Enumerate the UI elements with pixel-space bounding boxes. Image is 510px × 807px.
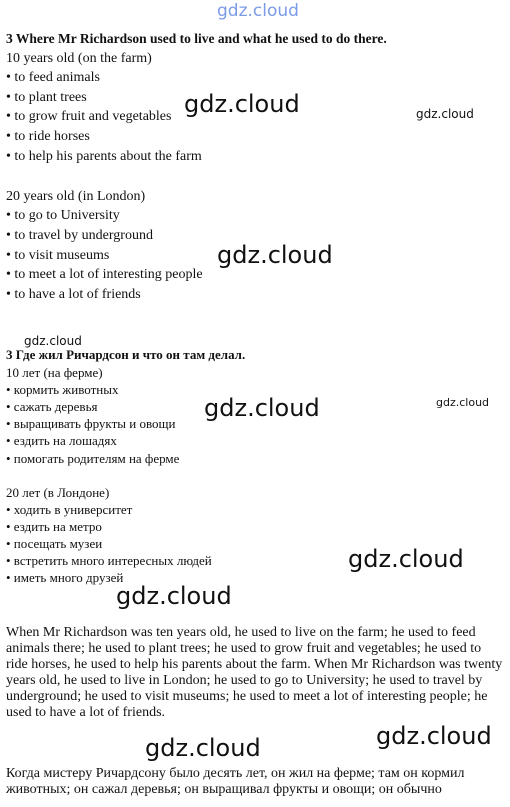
ru-farm-section-title: 10 лет (на ферме) (6, 365, 103, 380)
ru-london-list-item: • встретить много интересных людей (6, 553, 212, 568)
ru-farm-list-item: • сажать деревья (6, 399, 98, 414)
farm-list-item: • to plant trees (6, 90, 87, 105)
farm-section-title: 10 years old (on the farm) (6, 51, 152, 66)
london-list-item: • to travel by underground (6, 228, 153, 243)
farm-list-item: • to help his parents about the farm (6, 149, 202, 164)
watermark: gdz.cloud (217, 1, 299, 21)
watermark: gdz.cloud (348, 545, 464, 573)
ru-london-list-item: • иметь много друзей (6, 570, 124, 585)
ru-london-list-item: • ходить в университет (6, 502, 133, 517)
watermark: gdz.cloud (436, 396, 490, 409)
watermark: gdz.cloud (416, 107, 474, 121)
ru-london-list-item: • ездить на метро (6, 519, 102, 534)
ru-farm-list-item: • помогать родителям на ферме (6, 451, 180, 466)
english-paragraph: When Mr Richardson was ten years old, he used to live on the farm; he used to feed animals there; he used to plant trees; he used to grow fruit and vegetables; he used to ride horses, he used to help his parents about the farm. When Mr Richardson was twenty years old, he used to live in London; he used to go to University; he used to travel by underground; he used to visit museums; he used to meet a lot of interesting people; he used to have a lot of friends. (6, 625, 503, 720)
ru-london-list-item: • посещать музеи (6, 536, 103, 551)
farm-list-item: • to feed animals (6, 70, 100, 85)
ru-london-section-title: 20 лет (в Лондоне) (6, 485, 110, 500)
farm-list-item: • to grow fruit and vegetables (6, 109, 172, 124)
watermark: gdz.cloud (145, 734, 261, 762)
london-section-title: 20 years old (in London) (6, 189, 146, 204)
ru-farm-list-item: • выращивать фрукты и овощи (6, 416, 176, 431)
watermark: gdz.cloud (184, 90, 300, 118)
watermark: gdz.cloud (24, 334, 82, 348)
london-list-item: • to go to University (6, 208, 120, 223)
english-heading: 3 Where Mr Richardson used to live and what he used to do there. (6, 31, 387, 46)
watermark: gdz.cloud (204, 394, 320, 422)
watermark: gdz.cloud (376, 722, 492, 750)
farm-list-item: • to ride horses (6, 129, 90, 144)
ru-farm-list-item: • ездить на лошадях (6, 433, 117, 448)
ru-farm-list-item: • кормить животных (6, 382, 119, 397)
watermark: gdz.cloud (217, 241, 333, 269)
london-list-item: • to have a lot of friends (6, 287, 141, 302)
watermark: gdz.cloud (116, 582, 232, 610)
london-list-item: • to visit museums (6, 248, 110, 263)
russian-heading: 3 Где жил Ричардсон и что он там делал. (6, 347, 246, 362)
russian-paragraph: Когда мистеру Ричардсону было десять лет, он жил на ферме; там он кормил животных; он сажал деревья; он выращивал фрукты и овощи; он обычно (6, 766, 465, 797)
london-list-item: • to meet a lot of interesting people (6, 267, 203, 282)
